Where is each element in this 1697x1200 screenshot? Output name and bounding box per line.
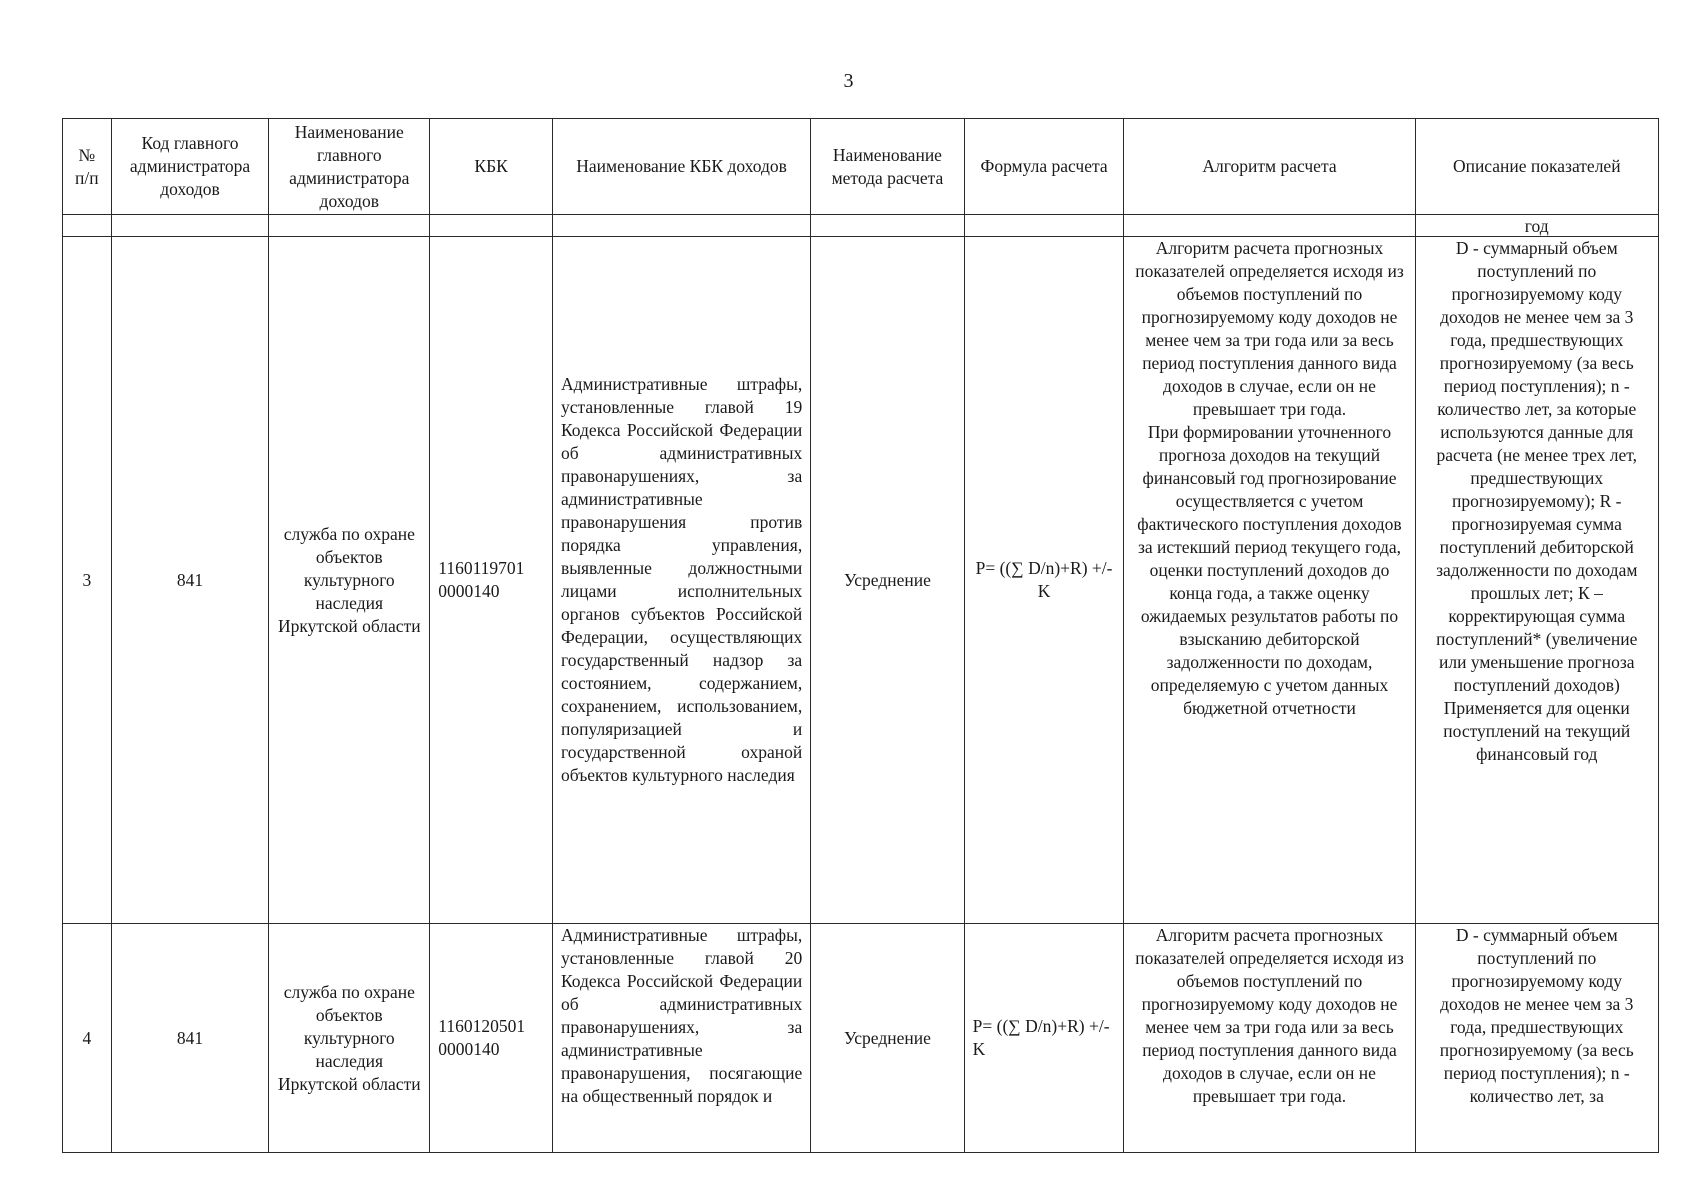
header-kbk-name: Наименование КБК доходов — [552, 119, 810, 215]
description-cell: D - суммарный объем поступлений по прогнозируемому коду доходов не менее чем за 3 года, предшествующих прогнозируемому (за весь период поступления); n - количество лет, за — [1415, 924, 1658, 1153]
description-cell: D - суммарный объем поступлений по прогнозируемому коду доходов не менее чем за 3 года, предшествующих прогнозируемому (за весь период поступления); n - количество лет, за которые используются данные для расчета (не менее трех лет, предшествующих прогнозируемому); R - прогнозируемая сумма поступлений дебиторской задолженности по доходам прошлых лет; К – корректирующая сумма поступлений* (увеличение или уменьшение прогноза поступлений доходов) Применяется для оценки поступлений на текущий финансовый год — [1415, 237, 1658, 924]
header-kbk: КБК — [430, 119, 553, 215]
algorithm-cell — [1124, 924, 1415, 1153]
row-number: 3 — [63, 237, 112, 924]
table-row — [63, 924, 1659, 1153]
admin-name-cell: служба по охране объектов культурного наследия Иркутской области — [269, 924, 430, 1153]
admin-code-cell: 841 — [111, 237, 269, 924]
kbk-name-cell: Административные штрафы, установленные главой 19 Кодекса Российской Федерации об административных правонарушениях, за административные правонарушения против порядка управления, выявленные должностными лицами исполнительных органов субъектов Российской Федерации, осуществляющих государственный надзор за состоянием, содержанием, сохранением, использованием, популяризацией и государственной охраной объектов культурного наследия — [552, 237, 810, 924]
formula-cell: P= ((∑ D/n)+R) +/-K — [964, 924, 1124, 1153]
table-header-row — [63, 119, 1659, 215]
header-formula: Формула расчета — [964, 119, 1124, 215]
table-row — [63, 237, 1659, 924]
admin-code-cell: 841 — [111, 924, 269, 1153]
revenue-forecast-table — [62, 118, 1659, 1153]
admin-name-cell: служба по охране объектов культурного наследия Иркутской области — [269, 237, 430, 924]
table-row-continuation — [63, 215, 1659, 237]
header-admin-code: Код главного администратора доходов — [111, 119, 269, 215]
header-num: № п/п — [63, 119, 112, 215]
algorithm-paragraph: При формировании уточненного прогноза доходов на текущий финансовый год прогнозирование осуществляется с учетом фактического поступления доходов за истекший период текущего года, оценки поступлений доходов до конца года, а также оценку ожидаемых результатов работы по взысканию дебиторской задолженности по доходам, определяемую с учетом данных бюджетной отчетности — [1137, 422, 1402, 718]
header-method: Наименование метода расчета — [811, 119, 964, 215]
row-number: 4 — [63, 924, 112, 1153]
kbk-name-cell: Административные штрафы, установленные главой 20 Кодекса Российской Федерации об административных правонарушениях, за административные правонарушения, посягающие на общественный порядок и — [552, 924, 810, 1153]
header-description: Описание показателей — [1415, 119, 1658, 215]
algorithm-paragraph: Алгоритм расчета прогнозных показателей определяется исходя из объемов поступлений по прогнозируемому коду доходов не менее чем за три года или за весь период поступления данного вида доходов в случае, если он не превышает три года. — [1135, 925, 1404, 1106]
method-cell: Усреднение — [811, 924, 964, 1153]
page-number: 3 — [843, 70, 854, 92]
algorithm-cell — [1124, 237, 1415, 924]
kbk-cell: 1160120501 0000140 — [430, 924, 553, 1153]
formula-cell: P= ((∑ D/n)+R) +/-K — [964, 237, 1124, 924]
kbk-cell: 1160119701 0000140 — [430, 237, 553, 924]
method-cell: Усреднение — [811, 237, 964, 924]
algorithm-paragraph: Алгоритм расчета прогнозных показателей определяется исходя из объемов поступлений по прогнозируемому коду доходов не менее чем за три года или за весь период поступления данного вида доходов в случае, если он не превышает три года. — [1135, 238, 1404, 419]
header-admin-name: Наименование главного администратора доходов — [269, 119, 430, 215]
header-algorithm: Алгоритм расчета — [1124, 119, 1415, 215]
description-continuation: год — [1415, 215, 1658, 237]
